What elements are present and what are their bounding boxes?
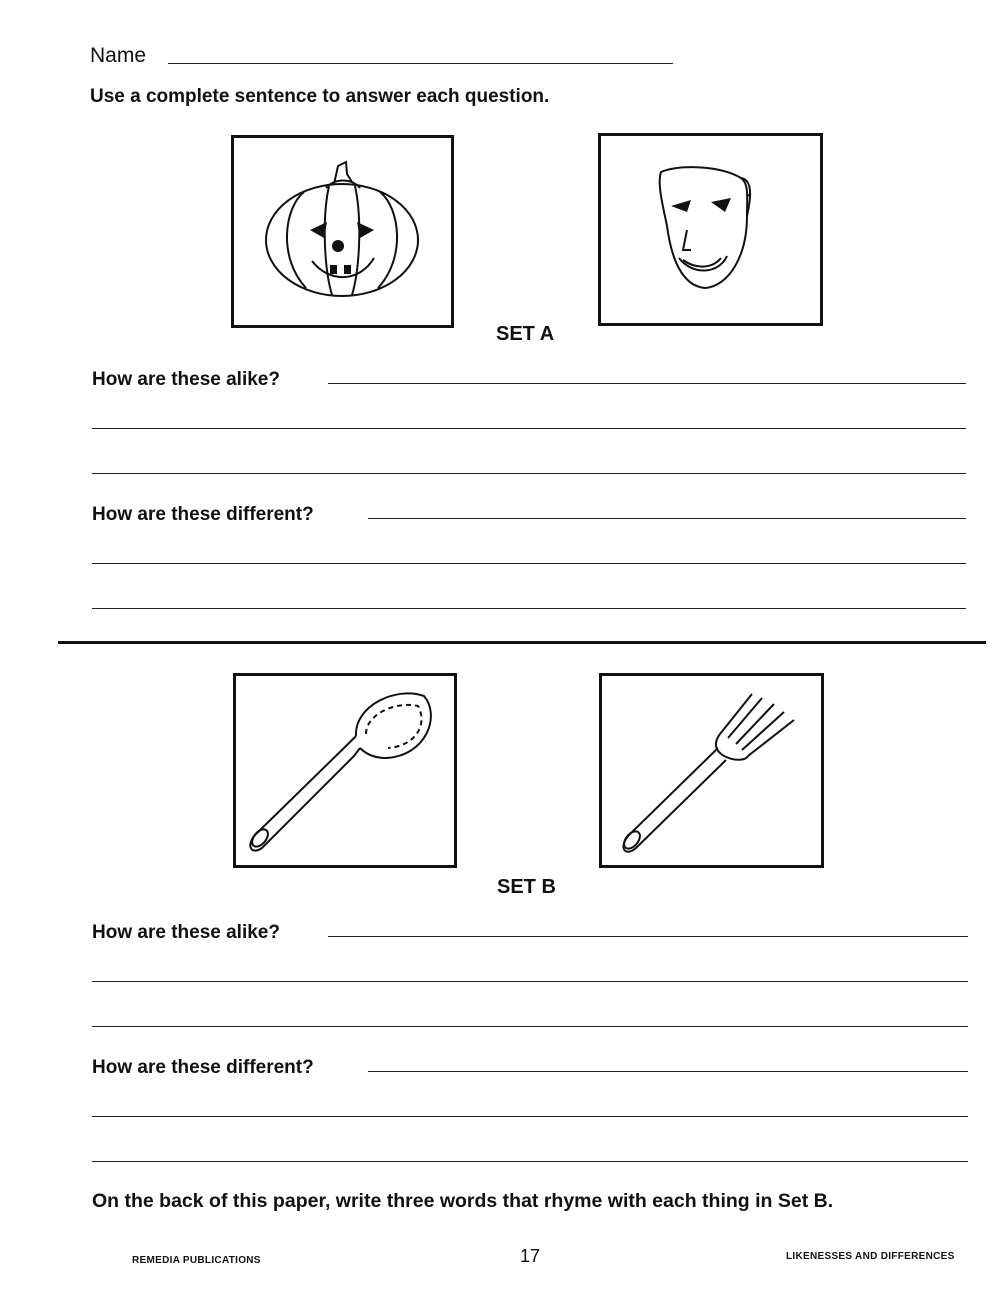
- set-a-picture-mask: [598, 133, 823, 326]
- set-b-alike-question: How are these alike?: [92, 922, 280, 943]
- set-a-different-line-1[interactable]: [368, 518, 966, 519]
- spoon-icon: [236, 676, 454, 865]
- set-b-different-line-2[interactable]: [92, 1116, 968, 1117]
- jack-o-lantern-icon: [234, 138, 451, 325]
- set-b-alike-line-3[interactable]: [92, 1026, 968, 1027]
- set-a-different-question: How are these different?: [92, 504, 314, 525]
- set-b-alike-line-2[interactable]: [92, 981, 968, 982]
- set-a-different-line-3[interactable]: [92, 608, 966, 609]
- set-b-different-line-1[interactable]: [368, 1071, 968, 1072]
- instructions: Use a complete sentence to answer each question.: [90, 86, 550, 107]
- set-b-picture-fork: [599, 673, 824, 868]
- set-a-alike-question: How are these alike?: [92, 369, 280, 390]
- page-number: 17: [520, 1246, 541, 1266]
- footer-publisher: REMEDIA PUBLICATIONS: [132, 1255, 261, 1266]
- set-a-alike-line-3[interactable]: [92, 473, 966, 474]
- set-b-different-line-3[interactable]: [92, 1161, 968, 1162]
- set-b-picture-spoon: [233, 673, 457, 868]
- fork-icon: [602, 676, 821, 865]
- set-a-picture-pumpkin: [231, 135, 454, 328]
- name-label: Name: [90, 44, 147, 67]
- set-b-title: SET B: [497, 876, 556, 898]
- set-b-alike-line-1[interactable]: [328, 936, 968, 937]
- set-b-different-question: How are these different?: [92, 1057, 314, 1078]
- mask-icon: [601, 136, 820, 323]
- rhyme-instruction: On the back of this paper, write three words that rhyme with each thing in Set B.: [92, 1190, 834, 1212]
- footer-book-title: LIKENESSES AND DIFFERENCES: [786, 1251, 955, 1262]
- section-divider: [58, 641, 986, 644]
- set-a-alike-line-2[interactable]: [92, 428, 966, 429]
- set-a-different-line-2[interactable]: [92, 563, 966, 564]
- set-a-alike-line-1[interactable]: [328, 383, 966, 384]
- set-a-title: SET A: [496, 323, 555, 345]
- name-answer-line[interactable]: [168, 63, 673, 64]
